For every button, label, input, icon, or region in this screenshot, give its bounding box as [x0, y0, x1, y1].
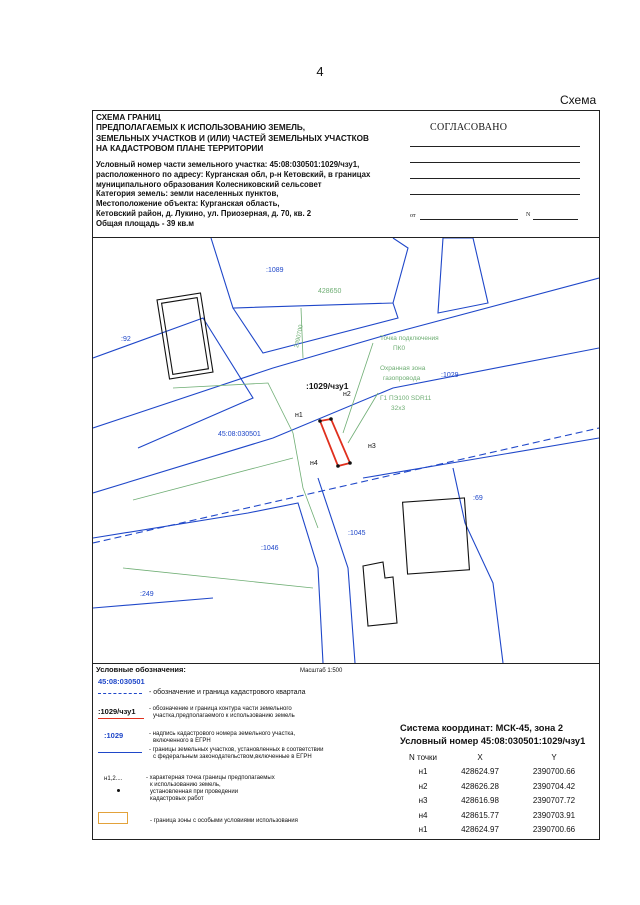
col-header-x: X: [477, 752, 483, 762]
cell-x: 428616.98: [461, 796, 499, 806]
legend-parcel-sample: :1029: [104, 731, 124, 740]
title-line: НА КАДАСТРОВОМ ПЛАНЕ ТЕРРИТОРИИ: [96, 144, 264, 154]
legend-item: - надпись кадастрового номера земельного участка,: [149, 731, 296, 737]
cell-point: н1: [418, 825, 428, 835]
point-n3: [348, 461, 352, 465]
scheme-meta: [96, 160, 416, 229]
col-header-point: N точки: [409, 752, 437, 762]
title-line: ПРЕДПОЛАГАЕМЫХ К ИСПОЛЬЗОВАНИЮ ЗЕМЕЛЬ,: [96, 123, 306, 133]
table-row: [400, 808, 594, 823]
meta-line: муниципального образования Колесниковский сельсовет: [96, 179, 322, 189]
approval-date-label: от: [410, 213, 416, 219]
approval-line: [410, 194, 580, 195]
zone-line: [133, 458, 293, 500]
approval-title: СОГЛАСОВАНО: [430, 122, 508, 133]
legend-item: включенного в ЕГРН: [153, 738, 211, 744]
cadastral-map: [93, 238, 599, 663]
cell-point: н2: [418, 781, 428, 791]
label-1089: :1089: [266, 267, 284, 274]
label-1046: :1046: [261, 545, 279, 552]
cell-x: 428615.77: [461, 810, 499, 820]
table-row: [400, 794, 594, 809]
meta-line: Условный номер части земельного участка: 45:08:030501:1029/чзу1,: [96, 160, 360, 169]
label-249: :249: [140, 591, 154, 598]
label-quarter: 45:08:030501: [218, 431, 261, 438]
parcel-1046-boundary: [93, 503, 323, 663]
label-n4: н4: [310, 460, 318, 467]
label-pipe: Г1 ПЭ100 SDR11: [380, 395, 432, 402]
page-number: 4: [316, 64, 324, 79]
approval-line: [410, 146, 580, 147]
cell-point: н4: [418, 810, 428, 820]
legend-part-sample: :1029/чзу1: [98, 707, 136, 716]
legend-item: к использованию земель,: [150, 782, 221, 788]
parcel-boundary: [93, 598, 213, 608]
label-69: :69: [473, 495, 483, 502]
legend-item: - обозначение и граница кадастрового квартала: [149, 689, 306, 696]
label-connection-pk0: ПК0: [393, 345, 406, 352]
table-row: [400, 779, 594, 794]
legend-quarter-line: [98, 693, 142, 694]
zone-line: [123, 568, 313, 588]
label-part: :1029/чзу1: [306, 381, 349, 391]
zone-line: [173, 383, 318, 528]
cell-y: 2390704.42: [532, 781, 576, 791]
label-1029: :1029: [441, 372, 459, 379]
approval-number-line: [533, 219, 578, 220]
legend-part-line: [98, 718, 144, 719]
legend-item: - граница зоны с особыми условиями использования: [150, 818, 298, 824]
label-pipe-size: 32х3: [391, 405, 406, 412]
legend-item: участка,предполагаемого к использованию земель: [153, 713, 295, 719]
label-connection-point: Точка подключения: [380, 335, 439, 342]
legend-zone-box: [98, 812, 128, 824]
road-edge-north: [93, 278, 599, 428]
building-69: [403, 498, 470, 574]
legend-point-dot: [117, 789, 120, 792]
meta-line: Категория земель: земли населенных пунктов,: [96, 189, 279, 199]
label-n1: н1: [295, 412, 303, 419]
quarter-boundary: [93, 428, 599, 543]
coords-subtitle: Условный номер 45:08:030501:1029/чзу1: [400, 736, 586, 746]
legend-item: - границы земельных участков, установленных в соответствии: [149, 747, 324, 753]
approval-number-label: N: [526, 212, 531, 218]
legend-point-sample: н1,2....: [104, 776, 123, 782]
cell-y: 2390700.66: [532, 767, 576, 777]
title-line: СХЕМА ГРАНИЦ: [96, 113, 161, 122]
gas-zone-lines: [123, 308, 378, 588]
label-gridline-x: 428650: [318, 288, 342, 295]
label-zone: Охранная зона: [380, 365, 426, 372]
label-gridline-y: 2390700: [294, 324, 305, 349]
meta-line: Общая площадь - 39 кв.м: [96, 218, 195, 228]
parcel-boundary: [233, 303, 398, 353]
label-n3: н3: [368, 443, 376, 450]
coords-system: Система координат: МСК-45, зона 2: [400, 723, 564, 733]
title-line: ЗЕМЕЛЬНЫХ УЧАСТКОВ И (ИЛИ) ЧАСТЕЙ ЗЕМЕЛЬНЫХ УЧАСТКОВ: [96, 133, 369, 143]
cell-x: 428626.28: [461, 781, 499, 791]
legend-parcel-line: [98, 752, 142, 753]
approval-line: [410, 162, 580, 163]
building-1089-inner: [162, 298, 209, 375]
table-row: [400, 765, 594, 780]
legend-item: - характерная точка границы предполагаемых: [146, 775, 275, 781]
legend-quarter-code: 45:08:030501: [98, 677, 145, 686]
scale-label: Масштаб 1:500: [300, 668, 343, 674]
legend-item: с федеральным законодательством,включенные в ЕГРН: [153, 754, 312, 760]
cell-x: 428624.97: [461, 825, 499, 835]
parcel-boundary: [438, 238, 488, 313]
scheme-title: [96, 113, 396, 155]
parcel-1089-boundary: [211, 238, 408, 308]
cell-x: 428624.97: [461, 767, 499, 777]
legend-item: кадастровых работ: [150, 796, 204, 802]
label-zone-gas: газопровода: [383, 375, 421, 382]
approval-date-line: [420, 219, 518, 220]
approval-line: [410, 178, 580, 179]
cell-point: н1: [418, 767, 428, 777]
road-edge-south: [93, 348, 599, 493]
point-n1: [318, 419, 322, 423]
parcel-1045-boundary: [318, 478, 355, 663]
legend-heading: Условные обозначения:: [96, 665, 186, 674]
cell-point: н3: [418, 796, 428, 806]
building-1045: [363, 562, 397, 626]
meta-line: Кетовский район, д. Лукино, ул. Приозерная, д. 70, кв. 2: [96, 208, 312, 218]
cell-y: 2390707.72: [532, 796, 576, 806]
label-92: :92: [121, 336, 131, 343]
coords-table: [400, 750, 594, 837]
legend-item: - обозначение и граница контура части земельного: [149, 706, 292, 712]
point-n2: [329, 417, 333, 421]
table-row: [400, 823, 594, 838]
parcel-69-boundary: [363, 438, 599, 478]
cell-y: 2390700.66: [532, 825, 576, 835]
legend-item: установленная при проведении: [150, 789, 239, 795]
label-n2: н2: [343, 391, 351, 398]
table-header-row: [400, 750, 594, 765]
meta-line: расположенного по адресу: Курганская обл, р-н Кетовский, в границах: [96, 169, 371, 179]
scheme-label: Схема: [560, 93, 597, 107]
building-1089: [157, 293, 213, 379]
cell-y: 2390703.91: [532, 810, 576, 820]
meta-line: Местоположение объекта: Курганская область,: [96, 199, 280, 209]
col-header-y: Y: [551, 752, 557, 762]
point-n4: [336, 464, 340, 468]
label-1045: :1045: [348, 530, 366, 537]
